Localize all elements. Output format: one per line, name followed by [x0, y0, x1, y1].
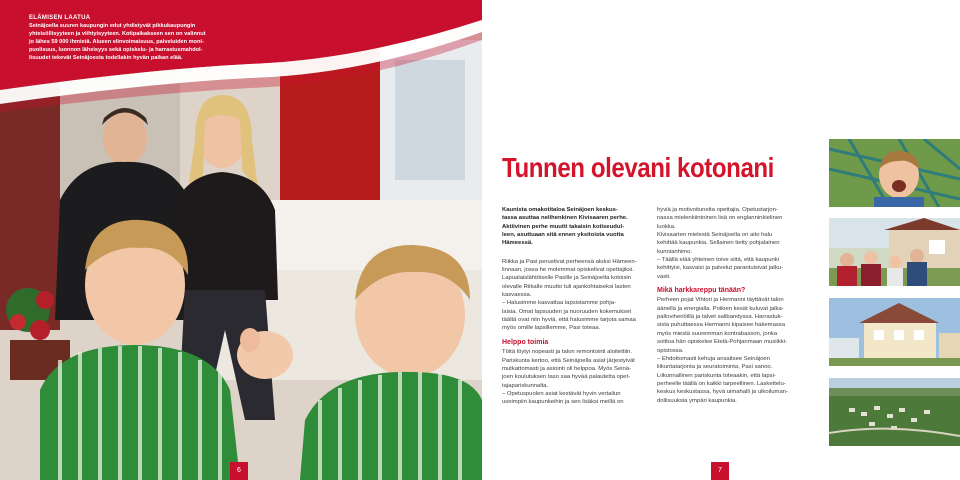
- body-line: sista puhuttaessa Hermanni kipaisee hakemassa: [657, 322, 786, 329]
- body-line: kasvaessa.: [502, 292, 532, 299]
- article-lead: [502, 206, 650, 248]
- body-line: kehittyisi, kasvaisi ja palvelut parantuisivat jatku-: [657, 265, 784, 272]
- body-line: Lapualaislähtöiselle Pasille ja Seinäjoelta kotoisin: [502, 275, 632, 282]
- section-kicker: ELÄMISEN LAATUA: [29, 15, 91, 21]
- intro-text: [29, 14, 239, 62]
- body-line: luokka.: [657, 223, 676, 230]
- body-line: laisia. Omat lapsuuden ja nuoruuden kokemukset: [502, 308, 632, 315]
- page-number-right: 7: [711, 462, 729, 480]
- body-line: täältä ovat niin hyviä, että halusimme tarjota samaa: [502, 317, 636, 324]
- body-line: joen koulutuksen taso saa hyvää palautetta opet-: [502, 374, 631, 381]
- body-line: hyviä ja motivoituneita opettajia. Opetustarjon-: [657, 207, 778, 213]
- body-line: nassa mielenkiintoinen lisä on englanninkielinen: [657, 215, 783, 222]
- photo-houses: [829, 298, 960, 366]
- body-line: myös omille lapsillemme, Pasi toteaa.: [502, 325, 601, 332]
- photo-family-house: [829, 218, 960, 286]
- body-line: palloviheriöillä ja talvet salibandyssa. Harrastuk-: [657, 314, 783, 321]
- body-line: Liikunnallinen pariskunta toteaakin, että lapsi-: [657, 372, 776, 379]
- body-line: myös miestä suuremman kontrabasson, jonka: [657, 330, 778, 337]
- body-line: keskus keskustassa, hyvä uimahalli ja ulkoiluman-: [657, 389, 788, 396]
- lead-line: Aktiivinen perhe muutti takaisin kotiseudul-: [502, 223, 625, 230]
- lead-line: tassa asuttaa nelihenkinen Kivisaaren perhe.: [502, 215, 628, 222]
- body-line: perheelle täällä on kaikki tarpeellinen. Laskettelu-: [657, 380, 786, 387]
- body-line: linnaan, jossa he molemmat opiskelivat opettajiksi.: [502, 267, 634, 274]
- text-column-2: [657, 206, 805, 405]
- body-line: Töitä löytyi nopeasti ja talon remontointi aloitettiin.: [502, 349, 632, 356]
- subheading: Helppo toimia: [502, 338, 549, 346]
- article-headline: Tunnen olevani kotonani: [502, 152, 774, 183]
- lead-line: Hämeessä.: [502, 240, 533, 247]
- body-line: Riikka ja Pasi perustivat perheensä aluksi Hämeen-: [502, 258, 637, 265]
- photo-aerial-town: [829, 378, 960, 446]
- body-line: – Täällä elää yhteinen toive siitä, että kaupunki: [657, 257, 780, 264]
- intro-line: yhteisöllisyyteen ja viihtyisyyteen. Kotipaikakseen sen on valinnut: [29, 31, 206, 37]
- body-line: opistossa.: [657, 347, 684, 354]
- body-line: – Halusimme kasvattaa lapsistamme pohja-: [502, 300, 616, 307]
- body-line: – Ehdottomasti kehuja ansaitsee Seinäjoen: [657, 355, 770, 362]
- body-line: kunnianhimo.: [657, 248, 693, 255]
- body-line: – Opetuspuolen asiat kestävät hyvin vertailun: [502, 390, 621, 397]
- body-line: soittoa hän opiskelee Etelä-Pohjanmaan musiikki-: [657, 339, 787, 346]
- body-line: kehittää kaupunkia. Sellainen tietty pohjalainen: [657, 240, 780, 247]
- intro-line: Seinäjoella suuren kaupungin edut yhdistyvät pikkukaupungin: [29, 23, 196, 29]
- body-line: olevalle Riikalle muutto tuli ajankohtaiseksi lasten: [502, 283, 631, 290]
- body-line: vasti.: [657, 273, 671, 280]
- lead-line: leen, asuttuaan sitä ennen yksitoista vuotta: [502, 232, 624, 239]
- lead-line: Kaunista omakotitaloa Seinäjoen keskus-: [502, 207, 618, 213]
- page-number-left: 6: [230, 462, 248, 480]
- intro-line: lisuudet tekevät Seinäjoesta todellakin hyvän paikan elää.: [29, 55, 183, 61]
- body-line: useimpiin kaupunkeihin ja sen lisäksi meillä on: [502, 399, 624, 406]
- text-column-1: [502, 206, 650, 407]
- body-line: Perheen pojat Vihtori ja Hermanni täyttävät talon: [657, 297, 784, 304]
- body-line: äänellä ja energialla. Poikien kesät kuluvat jalka-: [657, 305, 784, 312]
- photo-boy-playground: [829, 139, 960, 207]
- body-line: mutkattomasti ja asiointi oli helppoa. Myös Seinä-: [502, 365, 632, 372]
- body-line: dollisuuksia ympäri kaupunkia.: [657, 397, 737, 404]
- subheading: Mikä harkkareppu tänään?: [657, 287, 746, 295]
- body-line: Pariskunta kertoo, että Seinäjoella asiat järjestyivät: [502, 357, 635, 364]
- right-page: [482, 0, 960, 480]
- intro-line: jo lähes 59 000 ihmistä. Alueen elinvoimaisuus, palveluiden moni-: [29, 39, 204, 45]
- body-line: tajapariskunnalta.: [502, 382, 549, 389]
- body-line: Kivisaarten mielestä Seinäjoella on aito halu: [657, 232, 773, 239]
- body-line: liikuntatarjonta ja seuratoiminta, Pasi sanoo.: [657, 364, 773, 371]
- intro-line: puolisuus, luonnon läheisyys sekä opiskelu- ja harrastusmahdol-: [29, 47, 203, 53]
